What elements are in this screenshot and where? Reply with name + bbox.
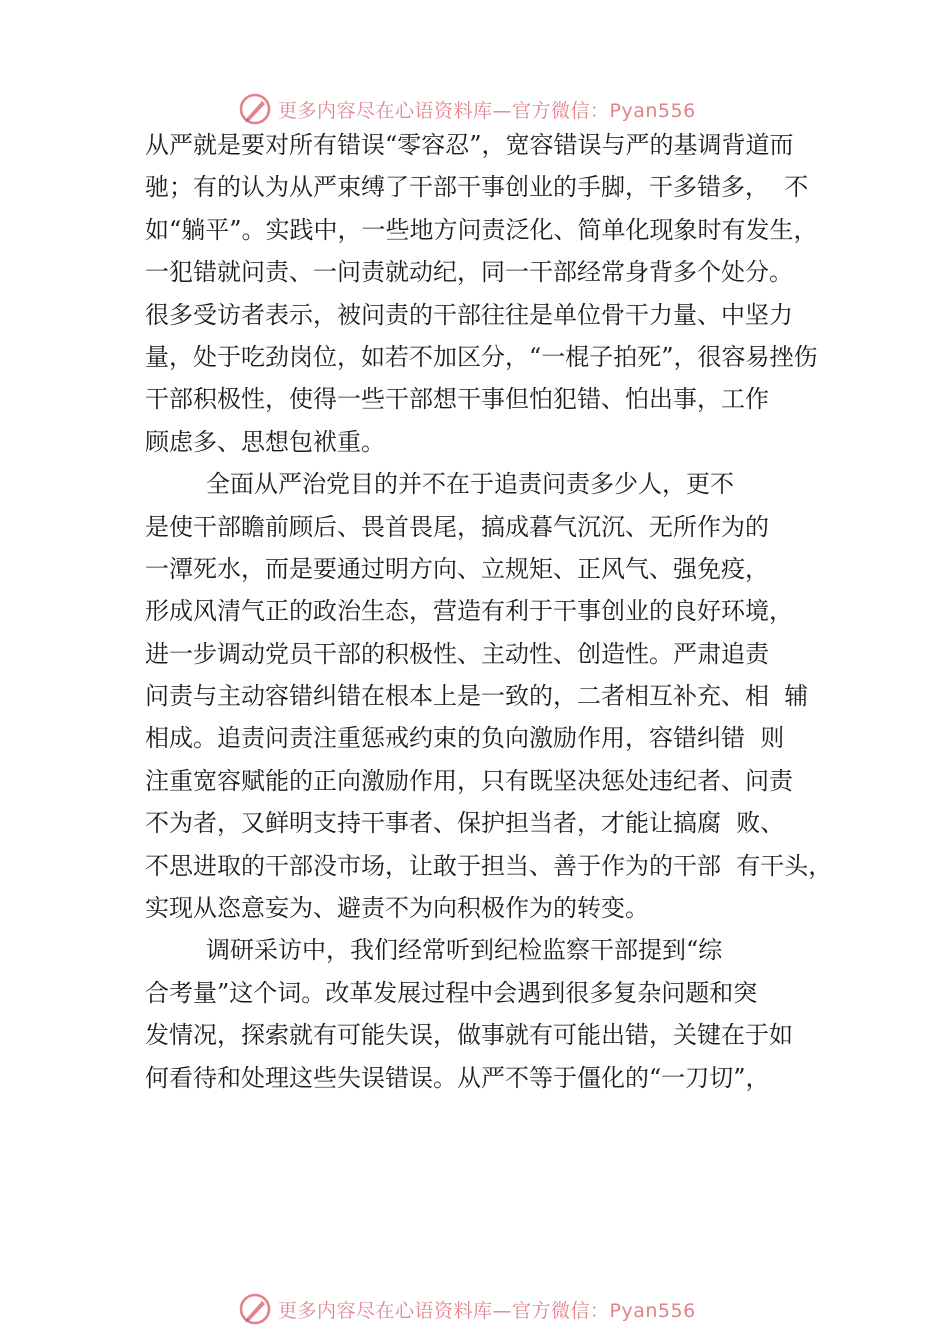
text-line: 进一步调动党员干部的积极性、主动性、创造性。严肃追责	[145, 639, 769, 668]
text-line: 一潭死水，而是要通过明方向、立规矩、正风气、强免疫，	[145, 554, 769, 583]
text-line: 何看待和处理这些失误错误。从严不等于僵化的“一刀切”，	[145, 1063, 770, 1092]
text-line: 是使干部瞻前顾后、畏首畏尾，搞成暮气沉沉、无所作为的	[145, 512, 769, 541]
text-line: 问责与主动容错纠错在根本上是一致的，二者相互补充、相 辅	[145, 682, 809, 711]
text-line: 相成。追责问责注重惩戒约束的负向激励作用，容错纠错 则	[145, 724, 785, 753]
text-line: 如“躺平”。实践中，一些地方问责泛化、简单化现象时有发生，	[145, 215, 818, 244]
text-line: 干部积极性，使得一些干部想干事但怕犯错、怕出事，工作	[145, 385, 769, 414]
text-line: 调研采访中，我们经常听到纪检监察干部提到“综	[145, 936, 723, 965]
banner-text: 更多内容尽在心语资料库—官方微信：Pyan556	[278, 99, 696, 122]
text-line: 一犯错就问责、一问责就动纪，同一干部经常身背多个处分。	[145, 258, 793, 287]
text-line: 从严就是要对所有错误“零容忍”，宽容错误与严的基调背道而	[145, 131, 794, 159]
footer-banner	[238, 1292, 738, 1326]
text-line: 量，处于吃劲岗位，如若不加区分，“一棍子拍死”，很容易挫伤	[145, 342, 818, 371]
article-body	[145, 124, 850, 1099]
text-line: 驰；有的认为从严束缚了干部干事创业的手脚，干多错多， 不	[145, 173, 809, 202]
pen-seal-icon	[238, 1292, 272, 1326]
header-banner	[238, 92, 738, 126]
text-line: 全面从严治党目的并不在于追责问责多少人，更不	[145, 470, 735, 499]
text-line: 不思进取的干部没市场，让敢于担当、善于作为的干部 有干头，	[145, 851, 833, 880]
pen-seal-icon	[238, 92, 272, 126]
text-line: 形成风清气正的政治生态，营造有利于干事创业的良好环境，	[145, 597, 793, 626]
text-line: 实现从恣意妄为、避责不为向积极作为的转变。	[145, 894, 649, 923]
text-line: 不为者，又鲜明支持干事者、保护担当者，才能让搞腐 败、	[145, 809, 785, 838]
text-line: 顾虑多、思想包袱重。	[145, 427, 385, 456]
text-line: 合考量”这个词。改革发展过程中会遇到很多复杂问题和突	[145, 978, 758, 1007]
text-line: 注重宽容赋能的正向激励作用，只有既坚决惩处违纪者、问责	[145, 766, 793, 795]
text-line: 很多受访者表示，被问责的干部往往是单位骨干力量、中坚力	[145, 300, 793, 329]
text-line: 发情况，探索就有可能失误，做事就有可能出错，关键在于如	[145, 1021, 793, 1050]
banner-text: 更多内容尽在心语资料库—官方微信：Pyan556	[278, 1299, 696, 1322]
